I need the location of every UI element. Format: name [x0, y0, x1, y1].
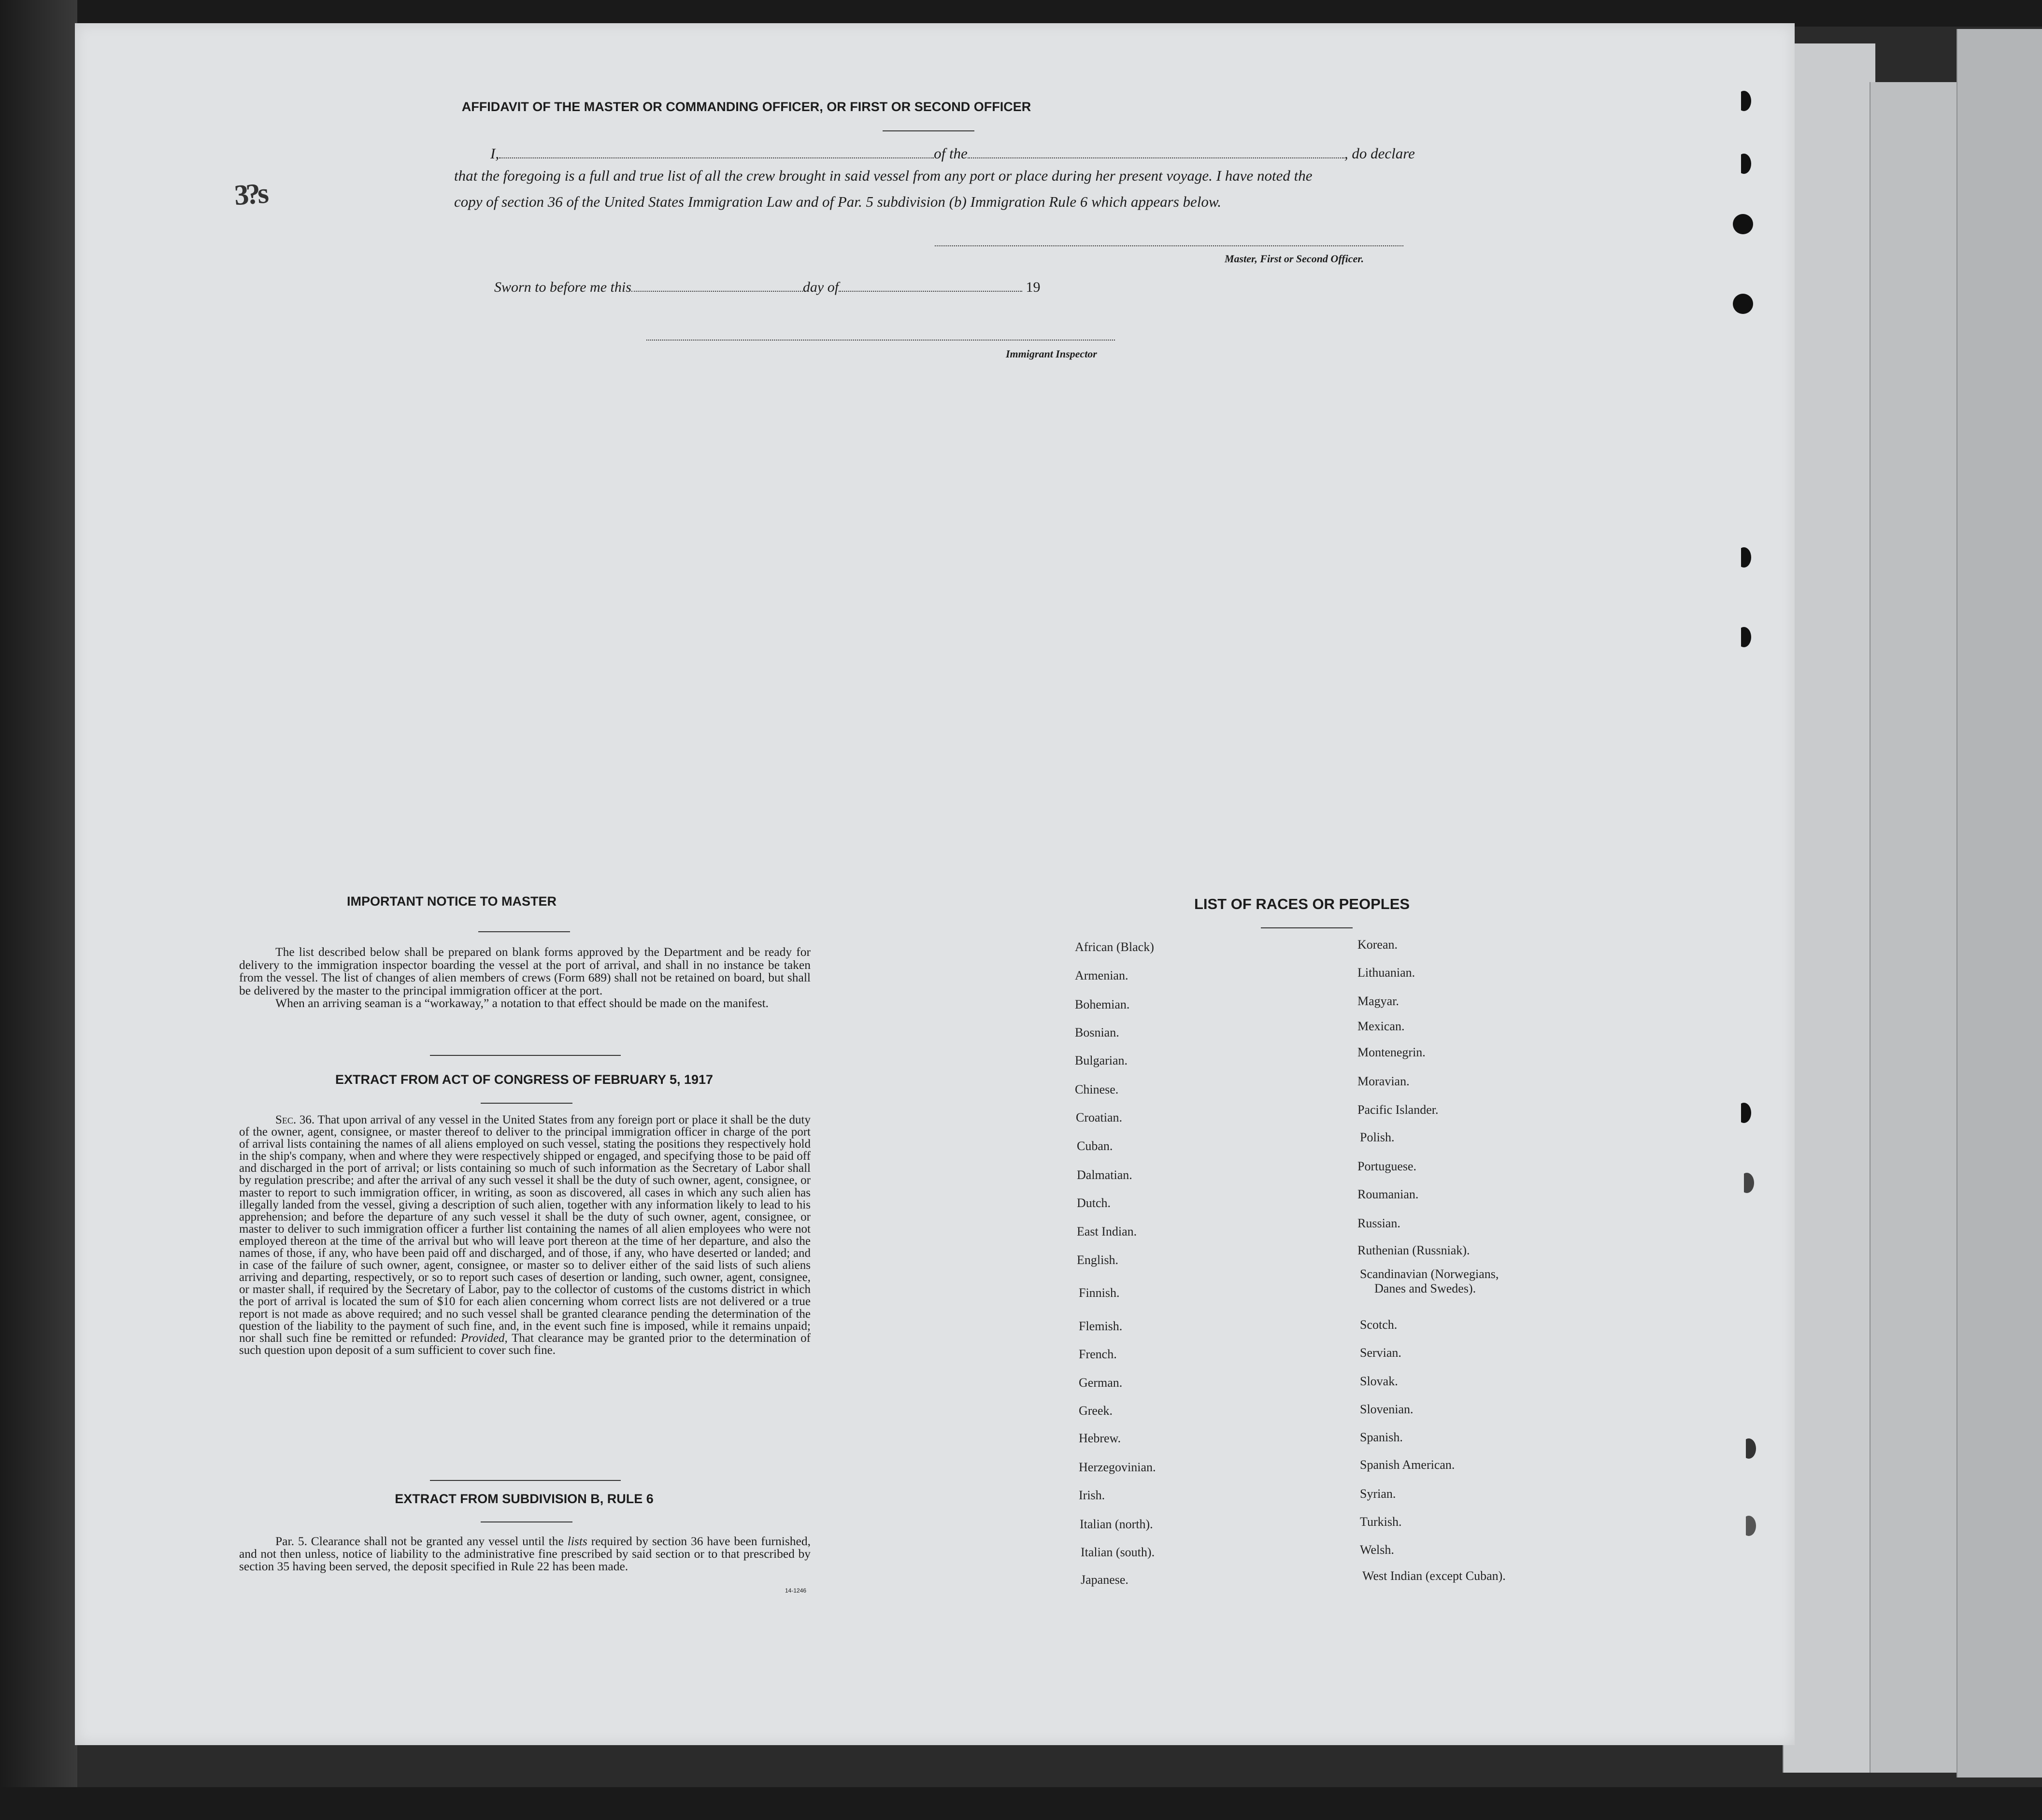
- race-entry: German.: [1079, 1376, 1123, 1390]
- notice-paragraph: The list described below shall be prepared on blank forms approved by the Department and be ready for delivery to the immigration inspector boarding the vessel at the port of arrival, and shall in no instance be taken from the vessel. The list of changes of alien members of crews (Form 689) shall not be retained on board, but shall be delivered by the master to the principal immigration officer at the port.: [239, 945, 811, 997]
- divider: [430, 1480, 621, 1481]
- race-entry: West Indian (except Cuban).: [1362, 1569, 1506, 1583]
- notice-text: [239, 946, 811, 1010]
- inspector-signature-line: [646, 340, 1115, 341]
- race-entry: Slovak.: [1360, 1374, 1398, 1388]
- divider: [430, 1055, 621, 1056]
- notice-title: IMPORTANT NOTICE TO MASTER: [347, 894, 557, 909]
- race-entry: Portuguese.: [1357, 1159, 1417, 1173]
- race-entry: Italian (south).: [1081, 1545, 1155, 1559]
- declare-text: , do declare: [1344, 145, 1415, 162]
- document-page: [75, 23, 1795, 1745]
- race-entry: Bohemian.: [1075, 997, 1130, 1011]
- race-entry: Welsh.: [1360, 1543, 1394, 1557]
- race-entry: Syrian.: [1360, 1487, 1396, 1501]
- race-entry: Finnish.: [1079, 1286, 1120, 1300]
- divider: [1261, 927, 1353, 928]
- race-entry: Spanish American.: [1360, 1458, 1455, 1472]
- race-entry: Moravian.: [1357, 1074, 1410, 1088]
- notice-paragraph: When an arriving seaman is a “workaway,” a notation to that effect should be made on the manifest.: [275, 996, 769, 1010]
- race-entry: Mexican.: [1357, 1019, 1405, 1033]
- race-entry: Roumanian.: [1357, 1187, 1419, 1201]
- affidavit-line-2: that the foregoing is a full and true list of all the crew brought in said vessel from any port or place during her present voyage. I have noted the: [454, 167, 1313, 184]
- margin-mark: 3?s: [233, 177, 267, 212]
- sworn-date-field: [631, 282, 803, 292]
- vessel-label: of the: [934, 145, 968, 162]
- race-entry: Cuban.: [1077, 1139, 1113, 1153]
- race-entry: Turkish.: [1360, 1515, 1402, 1529]
- race-entry: Ruthenian (Russniak).: [1357, 1243, 1470, 1257]
- race-entry: Servian.: [1360, 1346, 1401, 1360]
- affidavit-line-3: copy of section 36 of the United States Immigration Law and of Par. 5 subdivision (b) Immigration Rule 6 which appears below.: [454, 193, 1222, 210]
- form-number: 14-1246: [785, 1587, 807, 1594]
- race-entry: French.: [1079, 1347, 1117, 1361]
- race-entry: Scandinavian (Norwegians,: [1360, 1267, 1499, 1281]
- divider: [481, 1103, 572, 1104]
- scan-border-left: [0, 0, 77, 1820]
- section-36-body-end: That clearance may be granted prior to the determination of such question upon deposit of a sum sufficient to cover such fine.: [239, 1331, 811, 1357]
- race-entry: Flemish.: [1079, 1319, 1123, 1333]
- proviso-label: Provided,: [460, 1331, 508, 1345]
- race-entry: Montenegrin.: [1357, 1045, 1426, 1059]
- rule-6-text: [239, 1535, 811, 1573]
- divider: [481, 1521, 572, 1522]
- race-entry: Spanish.: [1360, 1430, 1403, 1444]
- rule-6-text-end: required by section 36 have been furnished, and not then unless, notice of liability to the administrative fine prescribed by said section or to that prescribed by section 35 having been served, the deposit specified in Rule 22 has been made.: [239, 1534, 811, 1573]
- punch-hole: [1737, 91, 1751, 111]
- race-entry: Slovenian.: [1360, 1402, 1414, 1416]
- race-entry: East Indian.: [1077, 1224, 1137, 1238]
- year-prefix: 19: [1026, 279, 1041, 295]
- race-entry: Polish.: [1360, 1130, 1395, 1144]
- scan-border-bottom: [0, 1787, 2042, 1820]
- rule-6-text-start: Par. 5. Clearance shall not be granted any vessel until the: [275, 1534, 564, 1548]
- master-signature-caption: Master, First or Second Officer.: [1225, 253, 1364, 265]
- underlying-page-edge: [1956, 29, 2042, 1777]
- sworn-month-field: [839, 282, 1022, 292]
- race-entry: Chinese.: [1075, 1082, 1119, 1096]
- races-title: LIST OF RACES OR PEOPLES: [1194, 896, 1410, 912]
- underlying-page-edge: [1870, 82, 1962, 1773]
- race-entry: Russian.: [1357, 1216, 1400, 1230]
- section-36-text: [239, 1114, 811, 1356]
- race-entry: Pacific Islander.: [1357, 1103, 1439, 1117]
- master-signature-line: [935, 245, 1403, 246]
- race-entry: Hebrew.: [1079, 1431, 1121, 1445]
- affidavit-title: AFFIDAVIT OF THE MASTER OR COMMANDING OFFICER, OR FIRST OR SECOND OFFICER: [461, 100, 1031, 114]
- lists-emphasis: lists: [567, 1534, 587, 1548]
- scan-border-top: [0, 0, 2042, 27]
- race-entry: Scotch.: [1360, 1318, 1398, 1332]
- punch-hole: [1742, 1516, 1756, 1536]
- punch-hole: [1737, 627, 1751, 647]
- declarant-label: I,: [490, 145, 500, 162]
- race-entry: Magyar.: [1357, 994, 1399, 1008]
- race-entry: Herzegovinian.: [1079, 1460, 1156, 1474]
- race-entry: Korean.: [1357, 938, 1398, 952]
- inspector-signature-caption: Immigrant Inspector: [1006, 348, 1097, 360]
- punch-hole: [1742, 1438, 1756, 1459]
- race-entry: Irish.: [1079, 1488, 1105, 1502]
- section-36-body: That upon arrival of any vessel in the United States from any foreign port or place it shall be the duty of the owner, agent, consignee, or master thereof to deliver to the principal immigration officer in charge of the port of arrival lists containing the names of all aliens employed on such vessel, stating the positions they respectively hold in the ship's company, when and where they were respectively shipped or engaged, and specifying those to be paid off and discharged in the port of arrival; or lists containing so much of such information as the Secretary of Labor shall by regulation prescribe; and after the arrival of any such vessel it shall be the duty of such owner, agent, consignee, or master to report to such immigration officer, in writing, as soon as discovered, all cases in which any such alien has illegally landed from the vessel, giving a description of such alien, together with any information likely to lead to his apprehension; and before the departure of any such vessel it shall be the duty of such owner, agent, consignee, or master to deliver to such immigration officer a further list containing the names of all alien employees who were not employed thereon at the time of the arrival but who will leave port thereon at the time of her departure, and also the names of those, if any, who have been paid off and discharged, and of those, if any, who have deserted or landed; and in case of the failure of such owner, agent, consignee, or master so to deliver either of the said lists of such aliens arriving and departing, respectively, or so to report such cases of desertion or landing, such owner, agent, consignee, or master shall, if required by the Secretary of Labor, pay to the collector of customs of the customs district in which the port of arrival is located the sum of $10 for each alien concerning whom correct lists are not delivered or a true report is not made as above required; and no such vessel shall be granted clearance pending the determination of the question of the liability to the payment of such fine, and, in the event such fine is imposed, while it remains unpaid; nor shall such fine be remitted or refunded:: [239, 1113, 811, 1345]
- race-entry: African (Black): [1075, 940, 1154, 954]
- race-entry: Danes and Swedes).: [1374, 1281, 1476, 1295]
- sworn-label: Sworn to before me this: [494, 279, 631, 295]
- section-label: Sec. 36.: [275, 1113, 315, 1126]
- race-entry: Greek.: [1079, 1404, 1113, 1418]
- race-entry: Dutch.: [1077, 1196, 1111, 1210]
- punch-hole: [1737, 154, 1751, 174]
- race-entry: English.: [1077, 1253, 1118, 1267]
- punch-hole: [1740, 1173, 1754, 1193]
- sworn-line: [494, 279, 1041, 296]
- affidavit-line-1: [490, 145, 1415, 162]
- punch-hole: [1737, 1103, 1751, 1123]
- declarant-name-field: [499, 149, 934, 158]
- punch-hole: [1733, 294, 1753, 314]
- divider: [478, 931, 570, 932]
- race-entry: Japanese.: [1081, 1573, 1128, 1587]
- race-entry: Dalmatian.: [1077, 1168, 1132, 1182]
- race-entry: Armenian.: [1075, 968, 1128, 982]
- divider: [883, 130, 974, 131]
- race-entry: Croatian.: [1076, 1110, 1123, 1124]
- day-of-label: day of: [802, 279, 839, 295]
- punch-hole: [1737, 547, 1751, 568]
- vessel-name-field: [968, 149, 1344, 158]
- race-entry: Bosnian.: [1075, 1025, 1119, 1039]
- race-entry: Bulgarian.: [1075, 1053, 1128, 1067]
- race-entry: Lithuanian.: [1357, 966, 1415, 980]
- race-entry: Italian (north).: [1080, 1517, 1153, 1531]
- rule-extract-title: EXTRACT FROM SUBDIVISION B, RULE 6: [395, 1492, 654, 1506]
- underlying-page-edge: [1783, 43, 1875, 1773]
- act-extract-title: EXTRACT FROM ACT OF CONGRESS OF FEBRUARY 5, 1917: [335, 1072, 714, 1087]
- punch-hole: [1733, 214, 1753, 234]
